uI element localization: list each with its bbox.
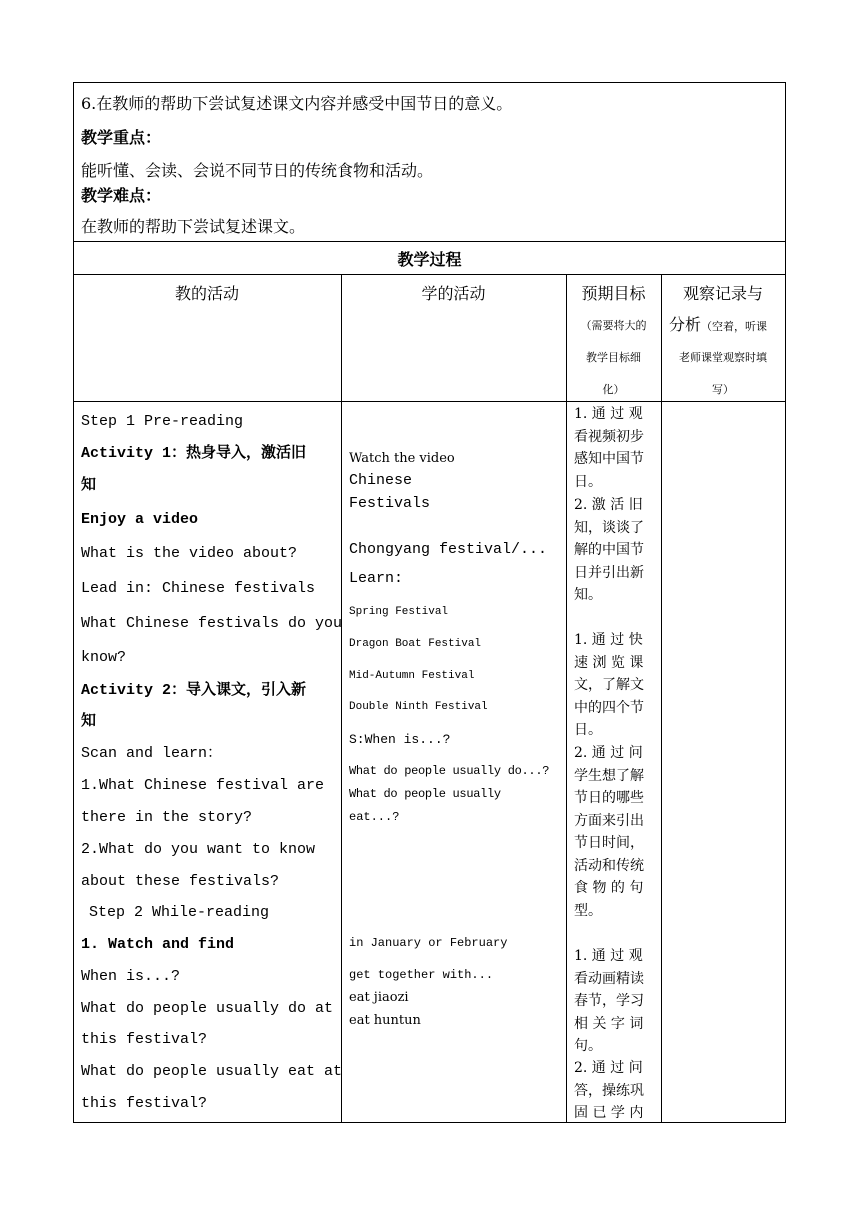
question-eat-b: this festival? xyxy=(81,1095,208,1112)
enjoy-video: Enjoy a video xyxy=(81,511,199,528)
header-teacher: 教的活动 xyxy=(174,284,239,303)
goal-line: 日。 xyxy=(574,722,602,738)
festival-mid-autumn: Mid-Autumn Festival xyxy=(349,670,475,682)
goal-line: 句。 xyxy=(574,1038,602,1054)
header-goal-note-2: 教学目标细 xyxy=(586,351,641,364)
goal-line: 型。 xyxy=(574,902,602,919)
goal-line: 解的中国节 xyxy=(574,542,644,558)
get-together: get together with... xyxy=(349,968,494,982)
question-do-b: this festival? xyxy=(81,1031,208,1048)
objective-6: 6.在教师的帮助下尝试复述课文内容并感受中国节日的意义。 xyxy=(81,94,513,113)
goal-line: 速 浏 览 课 xyxy=(574,654,644,671)
learn-label: Learn: xyxy=(349,570,404,587)
goal-line: 节日时间， xyxy=(574,835,644,851)
goal-6 xyxy=(574,1057,644,1125)
goal-line: 春节，学习 xyxy=(574,993,644,1009)
table-border-right xyxy=(785,82,786,1123)
question-2-a: 2.What do you want to know xyxy=(81,841,316,858)
header-obs-note-1: 老师课堂观察时填 xyxy=(679,351,767,364)
goal-line: 1. 通 过 观 xyxy=(574,948,643,964)
header-obs-1: 观察记录与 xyxy=(682,284,763,303)
activity2-title-b: 知 xyxy=(81,713,97,730)
goal-4 xyxy=(574,742,644,922)
header-obs-2 xyxy=(669,314,767,338)
row-divider-intro xyxy=(73,241,786,242)
question-1-a: 1.What Chinese festival are xyxy=(81,777,325,794)
scan-learn: Scan and learn： xyxy=(81,745,223,762)
goal-line: 节日的哪些 xyxy=(574,790,644,806)
eat-huntun: eat huntun xyxy=(349,1013,421,1028)
activity1-title-a: Activity 1：热身导入，激活旧 xyxy=(81,445,307,462)
goal-line: 1. 通 过 快 xyxy=(574,632,643,648)
step1-title: Step 1 Pre-reading xyxy=(81,413,244,430)
col-divider-2 xyxy=(566,274,567,1123)
goal-line: 学生想了解 xyxy=(574,767,644,784)
goal-line: 活动和传统 xyxy=(574,857,644,874)
question-eat-a: What do people usually eat at xyxy=(81,1063,343,1080)
col-divider-3 xyxy=(661,274,662,1123)
festival-double-ninth: Double Ninth Festival xyxy=(349,701,488,713)
watch-video: Watch the video xyxy=(349,451,455,466)
question-know-a: What Chinese festivals do you xyxy=(81,615,343,632)
section-title: 教学过程 xyxy=(397,250,462,269)
goal-line: 感知中国节 xyxy=(574,451,644,467)
header-obs-note-inline: （空着，听课 xyxy=(701,320,768,333)
col-divider-1 xyxy=(341,274,342,1123)
chinese: Chinese xyxy=(349,472,413,489)
goal-line: 日并引出新 xyxy=(574,564,644,581)
key-points-text: 能听懂、会读、会说不同节日的传统食物和活动。 xyxy=(81,161,434,180)
goal-2 xyxy=(574,494,644,607)
goal-line: 相 关 字 词 xyxy=(574,1015,644,1032)
chongyang: Chongyang festival/... xyxy=(349,541,548,558)
goal-line: 2. 通 过 问 xyxy=(574,745,643,761)
usually-eat-a: What do people usually xyxy=(349,787,501,801)
key-points-label: 教学重点： xyxy=(81,128,162,147)
step2-title: Step 2 While-reading xyxy=(89,904,270,921)
difficulties-label: 教学难点： xyxy=(81,186,162,205)
festival-spring: Spring Festival xyxy=(349,606,449,618)
header-goal-note-3: 化） xyxy=(602,383,625,396)
table-border-left xyxy=(73,82,74,1123)
goal-line: 看动画精读 xyxy=(574,970,644,987)
goal-line: 看视频初步 xyxy=(574,428,644,445)
activity1-title-b: 知 xyxy=(81,477,97,494)
goal-line: 1. 通 过 观 xyxy=(574,406,643,422)
header-obs-analysis: 分析 xyxy=(669,315,702,334)
eat-jiaozi: eat jiaozi xyxy=(349,990,409,1005)
row-divider-header xyxy=(73,401,786,402)
goal-line: 知。 xyxy=(574,587,602,603)
goal-line: 食 物 的 句 xyxy=(574,880,644,896)
goal-1 xyxy=(574,403,644,493)
question-when: When is...? xyxy=(81,968,181,985)
goal-3 xyxy=(574,629,644,742)
header-obs-note-2: 写） xyxy=(712,383,734,396)
goal-line: 方面来引出 xyxy=(574,812,644,829)
table-border-bottom xyxy=(73,1122,786,1123)
goal-line: 中的四个节 xyxy=(574,699,644,716)
goal-line: 答，操练巩 xyxy=(574,1082,644,1099)
header-goal-note-1: （需要将大的 xyxy=(580,319,647,332)
lead-in: Lead in: Chinese festivals xyxy=(81,580,316,597)
goal-5 xyxy=(574,945,644,1058)
s-when: S:When is...? xyxy=(349,732,451,747)
festival-dragon-boat: Dragon Boat Festival xyxy=(349,638,482,650)
difficulties-text: 在教师的帮助下尝试复述课文。 xyxy=(81,217,306,236)
question-2-b: about these festivals? xyxy=(81,873,280,890)
goal-line: 知，谈谈了 xyxy=(574,519,644,536)
goal-line: 日。 xyxy=(574,473,602,490)
goal-line: 2. 激 活 旧 xyxy=(574,497,643,513)
usually-eat-b: eat...? xyxy=(349,810,400,824)
goal-line: 文，了解文 xyxy=(574,677,644,693)
festivals: Festivals xyxy=(349,495,431,512)
question-1-b: there in the story? xyxy=(81,809,253,826)
goal-line: 2. 通 过 问 xyxy=(574,1060,643,1076)
header-student: 学的活动 xyxy=(421,284,486,303)
row-divider-section xyxy=(73,274,786,275)
question-do-a: What do people usually do at xyxy=(81,1000,334,1017)
watch-find: 1. Watch and find xyxy=(81,936,235,953)
question-know-b: know? xyxy=(81,649,127,666)
activity2-title-a: Activity 2：导入课文，引入新 xyxy=(81,682,307,699)
table-border-top xyxy=(73,82,786,83)
question-video-about: What is the video about? xyxy=(81,545,298,562)
usually-do: What do people usually do...? xyxy=(349,764,550,778)
header-goal: 预期目标 xyxy=(581,284,646,303)
goal-line: 固 已 学 内 xyxy=(574,1105,644,1121)
jan-feb: in January or February xyxy=(349,936,508,950)
